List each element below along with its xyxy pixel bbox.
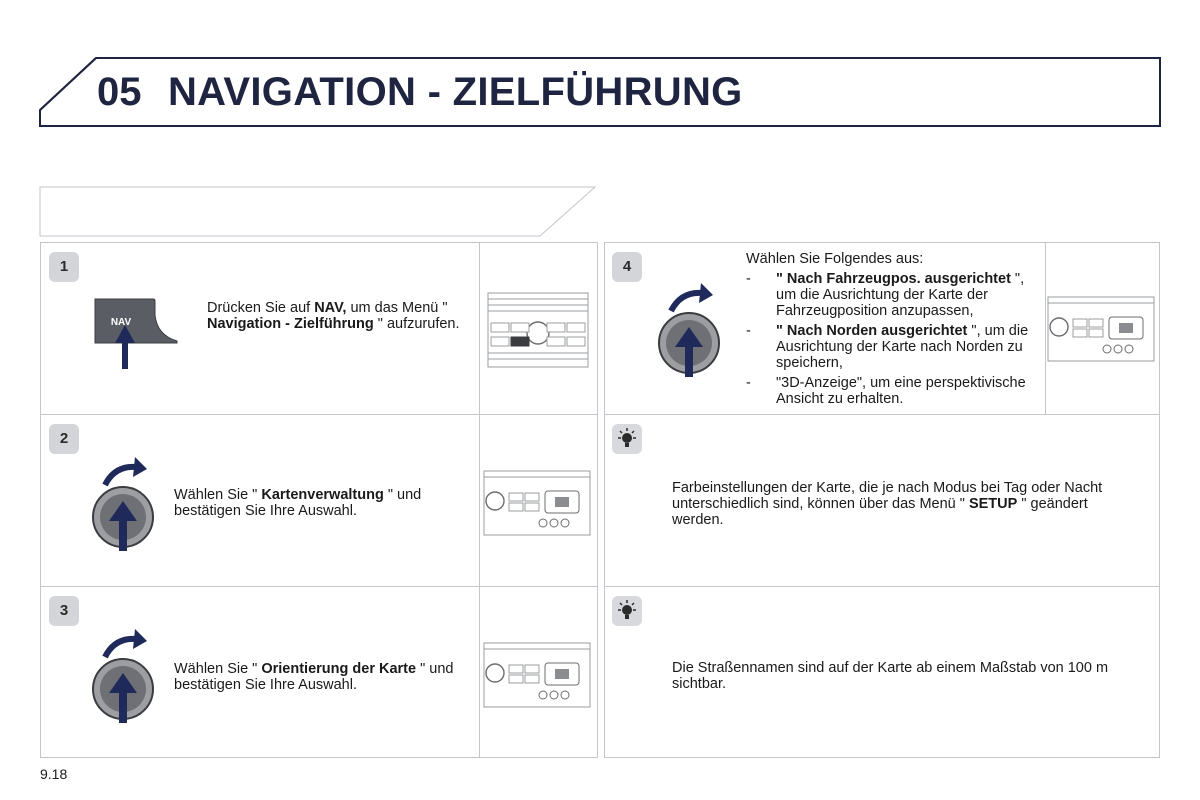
section-frame [0, 180, 620, 240]
step-1-text: Drücken Sie auf NAV, um das Menü " Navigation - Zielführung " aufzurufen. [207, 300, 460, 332]
nav-button-icon [91, 295, 181, 373]
rotary-knob-icon [91, 627, 161, 727]
step-3-text: Wählen Sie " Orientierung der Karte " und bestätigen Sie Ihre Auswahl. [174, 661, 454, 693]
step-3-thumbnail [479, 587, 597, 757]
radio-panel-image [1047, 295, 1157, 365]
step-2-thumbnail [479, 415, 597, 586]
tip-1-panel [604, 414, 1160, 587]
rotary-knob-icon [91, 455, 161, 555]
step-4-thumbnail [1045, 243, 1159, 414]
lightbulb-icon [612, 596, 642, 626]
radio-panel-image [487, 291, 591, 371]
step-4-panel [604, 242, 1160, 415]
rotary-knob-icon [657, 281, 727, 381]
page-number: 9.18 [40, 766, 68, 782]
option-3d-view: - "3D-Anzeige", um eine perspektivische Ansicht zu erhalten. [746, 375, 1026, 407]
step-2-panel [40, 414, 598, 587]
page-title: NAVIGATION - ZIELFÜHRUNG [168, 70, 743, 114]
step-1-panel [40, 242, 598, 415]
tip-2-text: Die Straßennamen sind auf der Karte ab einem Maßstab von 100 m sichtbar. [672, 660, 1109, 692]
step-badge: 1 [49, 252, 79, 282]
step-badge: 2 [49, 424, 79, 454]
option-vehicle-position: - " Nach Fahrzeugpos. ausgerichtet ", um die Ausrichtung der Karte der Fahrzeugposition anzupassen, [746, 271, 1025, 319]
step-3-panel [40, 586, 598, 758]
step-badge: 3 [49, 596, 79, 626]
nav-button-label: NAV [110, 317, 132, 328]
step-4-intro: Wählen Sie Folgendes aus: [746, 251, 924, 267]
page-header [0, 0, 1200, 140]
tip-1-text: Farbeinstellungen der Karte, die je nach Modus bei Tag oder Nacht unterschiedlich sind, können über das Menü " SETUP " geändert werden. [672, 480, 1103, 528]
step-2-text: Wählen Sie " Kartenverwaltung " und bestätigen Sie Ihre Auswahl. [174, 487, 422, 519]
radio-panel-image [483, 641, 593, 711]
lightbulb-icon [612, 424, 642, 454]
radio-panel-image [483, 469, 593, 539]
section-header [0, 180, 620, 240]
orientation-options [746, 271, 1044, 411]
option-north-up: - " Nach Norden ausgerichtet ", um die Ausrichtung der Karte nach Norden zu speichern, [746, 323, 1029, 371]
step-badge: 4 [612, 252, 642, 282]
chapter-number: 05 [97, 70, 142, 114]
tip-2-panel [604, 586, 1160, 758]
step-1-thumbnail [479, 243, 597, 414]
